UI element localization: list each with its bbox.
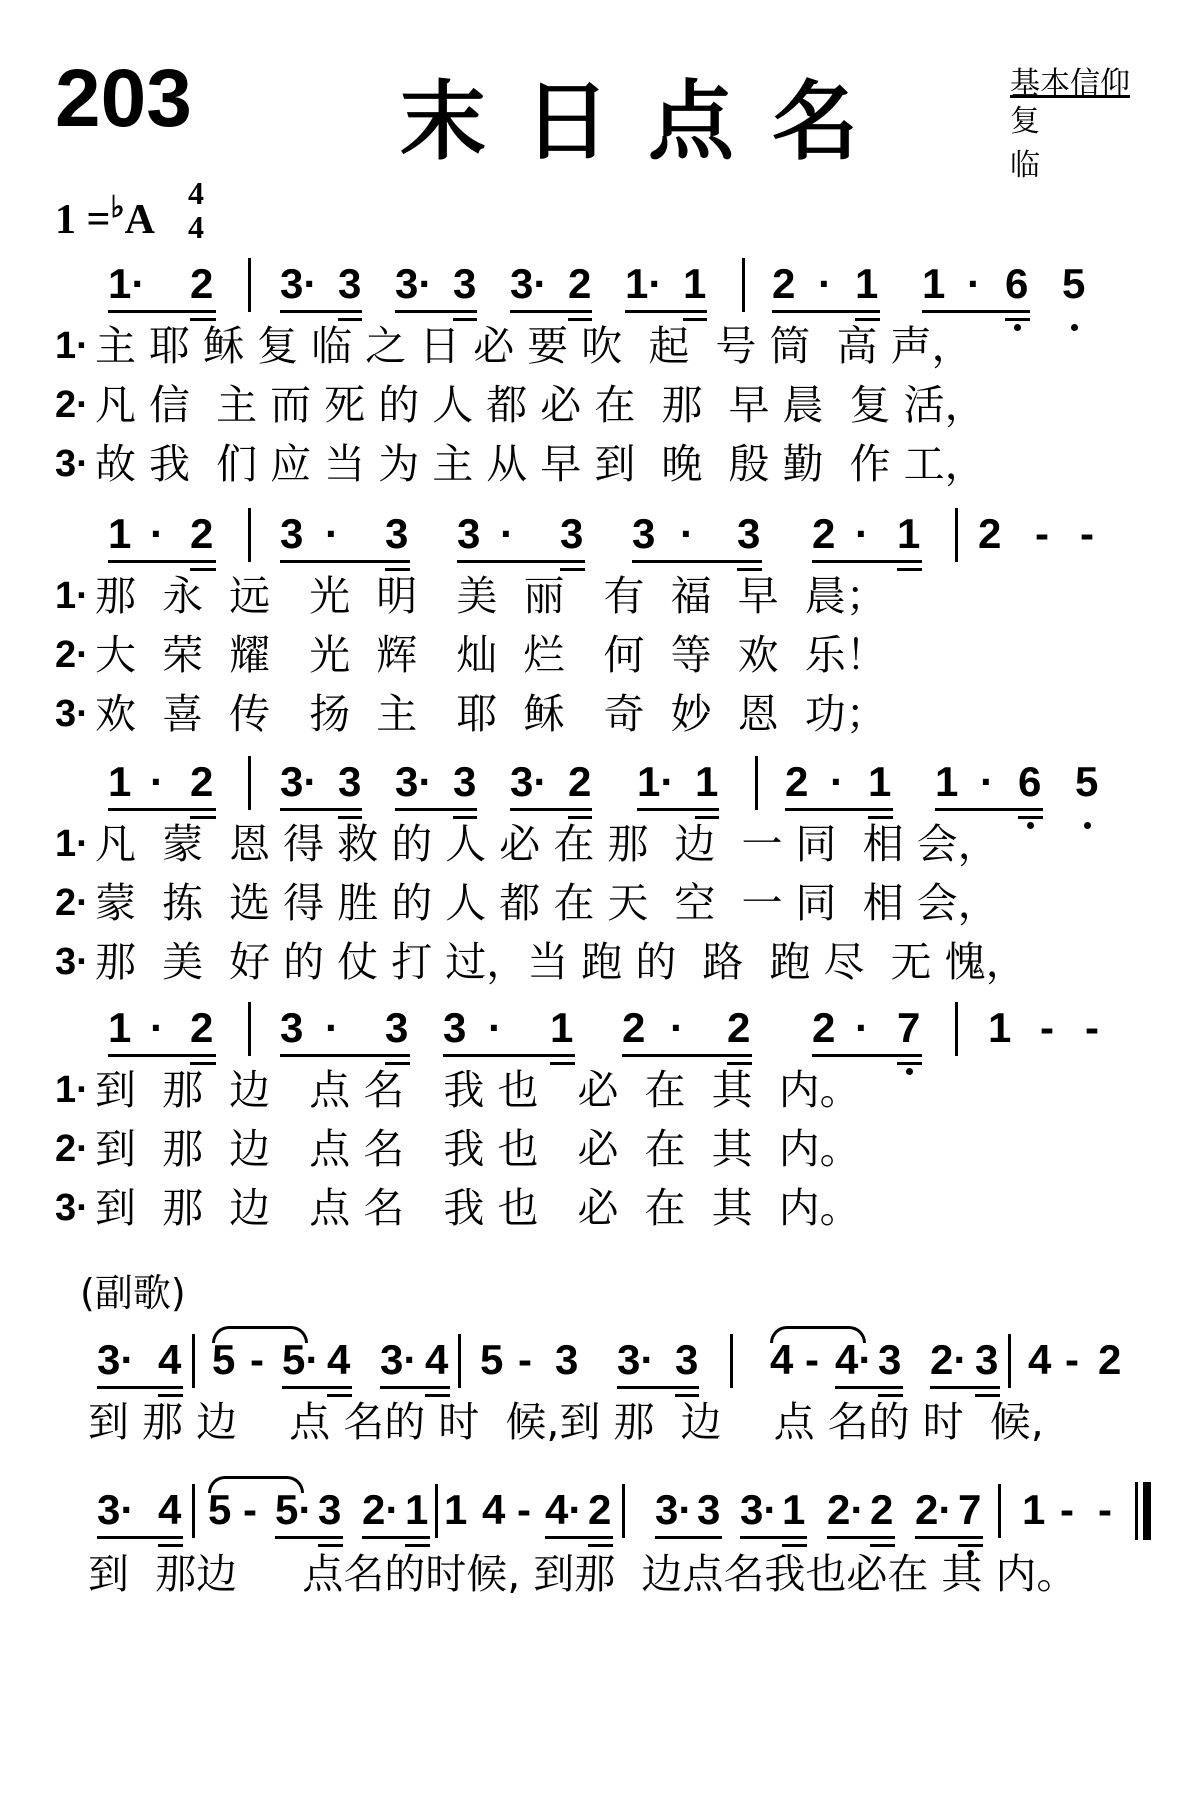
beam xyxy=(617,1386,699,1389)
beam xyxy=(632,560,762,563)
note: 2 xyxy=(785,758,809,805)
lyric-text: 到 那 边 点 名 我 也 必 在 其 内。 xyxy=(95,1184,861,1232)
verse-number: 1· xyxy=(55,575,89,617)
note: · xyxy=(325,510,339,557)
beam xyxy=(922,310,1030,313)
beam xyxy=(97,1386,183,1389)
note: 1 xyxy=(405,1486,429,1533)
note: 1 xyxy=(922,260,946,307)
note: 3 xyxy=(457,510,481,557)
note: · xyxy=(488,1004,502,1051)
note: 1 xyxy=(782,1486,806,1533)
beam xyxy=(108,1054,216,1057)
note: 1 xyxy=(868,758,892,805)
beam xyxy=(772,310,880,313)
note: · xyxy=(670,1004,684,1051)
beam xyxy=(915,1536,983,1539)
note: · xyxy=(150,1004,164,1051)
note: 1 xyxy=(444,1486,468,1533)
verse-number: 3· xyxy=(55,941,89,983)
beam xyxy=(108,560,216,563)
beam xyxy=(510,808,592,811)
note: 2 xyxy=(727,1004,751,1051)
note: · xyxy=(150,510,164,557)
beam xyxy=(457,560,585,563)
note: - xyxy=(1065,1336,1079,1383)
beam xyxy=(655,1536,722,1539)
note: 4 xyxy=(425,1336,449,1383)
note: 3 xyxy=(453,758,477,805)
chorus-label: (副歌) xyxy=(80,1271,186,1315)
lyric-text: 大 荣 耀 光 辉 灿 烂 何 等 欢 乐！ xyxy=(95,631,887,679)
note: 2 xyxy=(190,260,214,307)
lyric-line xyxy=(55,934,1185,990)
note: 1· xyxy=(625,260,663,307)
beam xyxy=(622,1054,752,1057)
beam xyxy=(510,310,592,313)
note: 4 xyxy=(1028,1336,1052,1383)
beam xyxy=(812,1054,922,1057)
barline xyxy=(248,258,251,312)
note: 7 xyxy=(958,1486,982,1533)
note: 3· xyxy=(280,260,318,307)
verse-number: 2· xyxy=(55,882,89,924)
lyric-text: 那 永 远 光 明 美 丽 有 福 早 晨； xyxy=(95,572,887,620)
note: 3 xyxy=(338,260,362,307)
note: 3· xyxy=(97,1486,135,1533)
note: 1 xyxy=(988,1004,1012,1051)
note: 3· xyxy=(510,758,548,805)
note: 3 xyxy=(975,1336,999,1383)
note: 1 xyxy=(550,1004,574,1051)
chorus-lyric-line xyxy=(88,1394,1200,1450)
note: 1 xyxy=(108,1004,132,1051)
note: · xyxy=(967,260,981,307)
note: · xyxy=(680,510,694,557)
note: 4 xyxy=(158,1336,182,1383)
note: 3· xyxy=(97,1336,135,1383)
note: 3· xyxy=(280,758,318,805)
verse-number: 2· xyxy=(55,634,89,676)
note: 3 xyxy=(318,1486,342,1533)
note: 1 xyxy=(108,510,132,557)
beam xyxy=(97,1536,183,1539)
note: 4 xyxy=(770,1336,794,1383)
note: 2 xyxy=(978,510,1002,557)
barline xyxy=(955,508,958,562)
note: 1· xyxy=(637,758,675,805)
lyric-text: 到 那 边 点 名 我 也 必 在 其 内。 xyxy=(95,1125,861,1173)
note: 3 xyxy=(453,260,477,307)
note: - xyxy=(243,1486,257,1533)
lyric-line xyxy=(55,875,1185,931)
note: 2· xyxy=(362,1486,400,1533)
note: 2 xyxy=(568,758,592,805)
beam xyxy=(625,310,707,313)
note: 3· xyxy=(380,1336,418,1383)
note: 2 xyxy=(622,1004,646,1051)
note: 1 xyxy=(855,260,879,307)
note: - xyxy=(1060,1486,1074,1533)
beam xyxy=(443,1054,575,1057)
lyric-line xyxy=(55,318,1185,374)
beam xyxy=(280,310,362,313)
note: 4 xyxy=(482,1486,506,1533)
note: 1 xyxy=(935,758,959,805)
beam xyxy=(935,808,1043,811)
note: 2 xyxy=(870,1486,894,1533)
beam xyxy=(545,1536,613,1539)
verse-number: 3· xyxy=(55,693,89,735)
note: - xyxy=(1085,1004,1099,1051)
beam xyxy=(108,808,216,811)
verse-number: 1· xyxy=(55,823,89,865)
barline xyxy=(192,1334,195,1388)
lyric-text: 那 美 好 的 仗 打 过，当 跑 的 路 跑 尽 无 愧， xyxy=(95,938,1027,986)
lyric-line xyxy=(55,627,1185,683)
note: 3 xyxy=(443,1004,467,1051)
note: 3 xyxy=(280,510,304,557)
beam xyxy=(930,1386,1000,1389)
chorus-music-line-2 xyxy=(0,1480,1200,1540)
barline xyxy=(742,258,745,312)
note: · xyxy=(818,260,832,307)
note: - xyxy=(250,1336,264,1383)
note: 3 xyxy=(560,510,584,557)
lyric-line xyxy=(55,1180,1185,1236)
note: - xyxy=(1035,510,1049,557)
verse-number: 2· xyxy=(55,1128,89,1170)
verse-number: 1· xyxy=(55,1069,89,1111)
note: 2 xyxy=(812,1004,836,1051)
barline xyxy=(1008,1334,1011,1388)
beam xyxy=(280,1054,410,1057)
beam xyxy=(395,808,477,811)
barline xyxy=(458,1334,461,1388)
barline xyxy=(755,756,758,810)
barline xyxy=(998,1484,1001,1538)
note: 5 xyxy=(1062,260,1086,307)
note: 4· xyxy=(835,1336,873,1383)
note: 5· xyxy=(282,1336,320,1383)
beam xyxy=(785,808,893,811)
time-top: 4 xyxy=(188,175,204,211)
beam xyxy=(280,808,362,811)
barline xyxy=(435,1484,438,1538)
beam xyxy=(637,808,719,811)
note: 2 xyxy=(588,1486,612,1533)
note: 2 xyxy=(812,510,836,557)
note: - xyxy=(1098,1486,1112,1533)
note: 3 xyxy=(385,510,409,557)
note: 2 xyxy=(568,260,592,307)
note: 3· xyxy=(395,260,433,307)
lyric-line xyxy=(55,568,1185,624)
music-line-2 xyxy=(0,504,1200,564)
lyric-text: 凡 蒙 恩 得 救 的 人 必 在 那 边 一 同 相 会， xyxy=(95,820,999,868)
lyric-text: 到 那边 点名的时候, 到那 边点名我也必在 其 内。 xyxy=(88,1550,1078,1598)
lyric-text: 凡 信 主 而 死 的 人 都 必 在 那 早 晨 复 活， xyxy=(95,381,986,429)
note: 3· xyxy=(395,758,433,805)
note: 1 xyxy=(683,260,707,307)
time-bottom: 4 xyxy=(188,209,204,245)
note: · xyxy=(150,758,164,805)
lyric-line xyxy=(55,816,1185,872)
note: 3· xyxy=(740,1486,778,1533)
note: 2 xyxy=(772,260,796,307)
chorus-music-line-1 xyxy=(0,1330,1200,1390)
note: - xyxy=(1040,1004,1054,1051)
lyric-line xyxy=(55,436,1185,492)
lyric-line xyxy=(55,686,1185,742)
note: 7 xyxy=(897,1004,921,1051)
note: 4 xyxy=(327,1336,351,1383)
beam xyxy=(827,1536,895,1539)
note: - xyxy=(517,1486,531,1533)
lyric-text: 蒙 拣 选 得 胜 的 人 都 在 天 空 一 同 相 会， xyxy=(95,879,999,927)
note: - xyxy=(1080,510,1094,557)
lyric-line xyxy=(55,1121,1185,1177)
barline xyxy=(248,1002,251,1056)
note: 3 xyxy=(697,1486,721,1533)
note: 5· xyxy=(275,1486,313,1533)
beam xyxy=(362,1536,430,1539)
note: 2 xyxy=(1098,1336,1122,1383)
note: - xyxy=(518,1336,532,1383)
hymn-subcategory: 复临 xyxy=(1010,104,1094,183)
barline xyxy=(730,1334,733,1388)
hymn-number: 203 xyxy=(55,53,192,144)
note: 4· xyxy=(545,1486,583,1533)
note: 3· xyxy=(510,260,548,307)
lyric-text: 故 我 们 应 当 为 主 从 早 到 晚 殷 勤 作 工， xyxy=(95,440,986,488)
note: 2 xyxy=(190,510,214,557)
note: - xyxy=(805,1336,819,1383)
beam xyxy=(740,1536,807,1539)
note: 4 xyxy=(158,1486,182,1533)
note: 1 xyxy=(897,510,921,557)
key-signature xyxy=(55,190,155,244)
final-barline-thin xyxy=(1135,1482,1138,1540)
beam xyxy=(275,1536,343,1539)
note: · xyxy=(980,758,994,805)
note: 1 xyxy=(1022,1486,1046,1533)
note: 3 xyxy=(338,758,362,805)
note: 2· xyxy=(915,1486,953,1533)
note: 5 xyxy=(208,1486,232,1533)
beam xyxy=(812,560,922,563)
note: 1· xyxy=(108,260,146,307)
note: 5 xyxy=(1075,758,1099,805)
note: · xyxy=(855,510,869,557)
verse-number: 1· xyxy=(55,325,89,367)
note: 2· xyxy=(930,1336,968,1383)
final-barline-thick xyxy=(1143,1482,1151,1540)
note: 3 xyxy=(737,510,761,557)
barline xyxy=(955,1002,958,1056)
beam xyxy=(395,310,477,313)
hymn-category: 基本信仰 xyxy=(1010,66,1130,101)
note: 3 xyxy=(632,510,656,557)
lyric-line xyxy=(55,1062,1185,1118)
lyric-line xyxy=(55,377,1185,433)
lyric-text: 欢 喜 传 扬 主 耶 稣 奇 妙 恩 功； xyxy=(95,690,887,738)
note: · xyxy=(325,1004,339,1051)
music-line-3 xyxy=(0,752,1200,812)
verse-number: 3· xyxy=(55,443,89,485)
note: · xyxy=(500,510,514,557)
note: 3 xyxy=(280,1004,304,1051)
hymn-title: 末日点名 xyxy=(400,72,896,172)
note: 5 xyxy=(480,1336,504,1383)
note: 3 xyxy=(675,1336,699,1383)
lyric-text: 到 那 边 点 名 我 也 必 在 其 内。 xyxy=(95,1066,861,1114)
note: · xyxy=(855,1004,869,1051)
note: 6 xyxy=(1005,260,1029,307)
verse-number: 3· xyxy=(55,1187,89,1229)
note: 3· xyxy=(617,1336,655,1383)
note: · xyxy=(830,758,844,805)
barline xyxy=(248,508,251,562)
note: 5 xyxy=(212,1336,236,1383)
barline xyxy=(248,756,251,810)
key-prefix: 1 = xyxy=(55,197,111,243)
note: 3 xyxy=(555,1336,579,1383)
note: 2 xyxy=(190,1004,214,1051)
key-note: A xyxy=(124,197,155,243)
note: 1 xyxy=(695,758,719,805)
music-line-4 xyxy=(0,998,1200,1058)
note: 2 xyxy=(190,758,214,805)
lyric-text: 主 耶 稣 复 临 之 日 必 要 吹 起 号 筒 高 声， xyxy=(95,322,973,370)
time-signature xyxy=(188,176,204,244)
flat-sign: ♭ xyxy=(110,191,125,224)
barline xyxy=(622,1484,625,1538)
beam xyxy=(280,560,410,563)
note: 6 xyxy=(1018,758,1042,805)
barline xyxy=(192,1484,195,1538)
lyric-text: 到 那 边 点 名的 时 候,到 那 边 点 名的 时 候, xyxy=(88,1398,1044,1446)
verse-number: 2· xyxy=(55,384,89,426)
note: 2· xyxy=(827,1486,865,1533)
music-line-1 xyxy=(0,254,1200,314)
beam xyxy=(380,1386,450,1389)
note: 3 xyxy=(878,1336,902,1383)
beam xyxy=(282,1386,352,1389)
note: 3 xyxy=(385,1004,409,1051)
note: 3· xyxy=(655,1486,693,1533)
note: 1 xyxy=(108,758,132,805)
beam xyxy=(835,1386,903,1389)
chorus-lyric-line xyxy=(88,1546,1200,1602)
beam xyxy=(108,310,216,313)
